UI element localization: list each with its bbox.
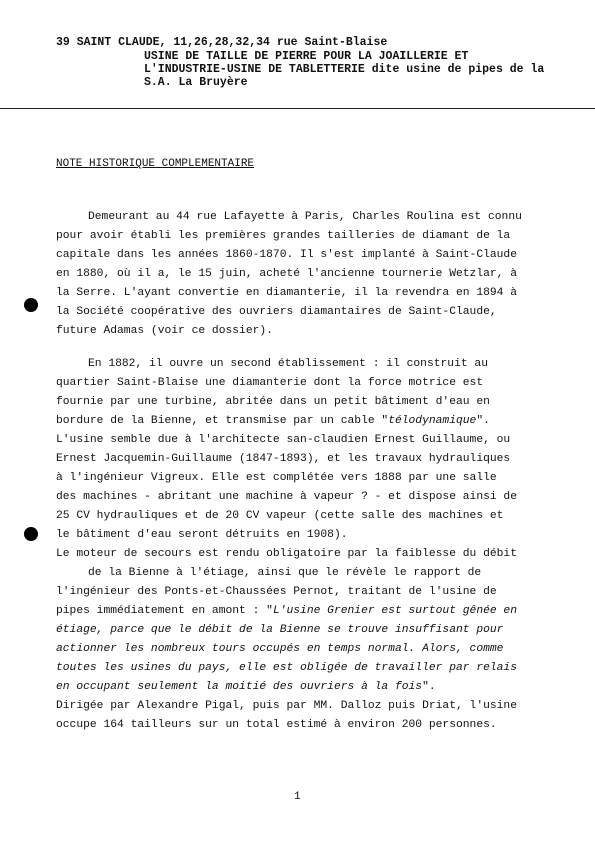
text-line: capitale dans les années 1860-1870. Il s'est implanté à Saint-Claude <box>56 249 517 261</box>
paragraph-3 <box>56 545 556 697</box>
header-title-line: S.A. La Bruyère <box>144 76 248 89</box>
text-line: Ernest Jacquemin-Guillaume (1847-1893), et les travaux hydrauliques <box>56 453 511 465</box>
text-line: Le moteur de secours est rendu obligatoire par la faiblesse du débit <box>56 548 517 560</box>
text-line: future Adamas (voir ce dossier). <box>56 325 273 337</box>
italic-quote: toutes les usines du pays, elle est obligée de travailler par relais <box>56 662 517 674</box>
italic-term: télodynamique <box>388 415 477 427</box>
italic-quote: actionner les nombreux tours occupés en temps normal. Alors, comme <box>56 643 504 655</box>
text-line: des machines - abritant une machine à vapeur ? - et dispose ainsi de <box>56 491 517 503</box>
text-line: la Serre. L'ayant convertie en diamanterie, il la revendra en 1894 à <box>56 287 517 299</box>
text-line <box>56 621 556 640</box>
text-line: pour avoir établi les premières grandes tailleries de diamant de la <box>56 230 511 242</box>
text-line: à l'ingénieur Vigreux. Elle est complétée vers 1888 par une salle <box>56 472 497 484</box>
header-title-line: USINE DE TAILLE DE PIERRE POUR LA JOAILLERIE ET <box>144 50 469 63</box>
text-line: l'ingénieur des Ponts-et-Chaussées Pernot, traitant de l'usine de <box>56 586 497 598</box>
punch-hole-mark <box>24 298 38 312</box>
text-line: pipes immédiatement en amont : " L'usine Grenier est surtout gênée en <box>56 602 556 621</box>
header-title-line: L'INDUSTRIE-USINE DE TABLETTERIE dite usine de pipes de la <box>144 63 545 76</box>
text-line: en occupant seulement la moitié des ouvriers à la fois ". <box>56 678 556 697</box>
text-line: occupe 164 tailleurs sur un total estimé à environ 200 personnes. <box>56 719 497 731</box>
paragraph-4 <box>56 697 556 735</box>
text-line: de la Bienne à l'étiage, ainsi que le révèle le rapport de <box>88 567 482 579</box>
text-line: 25 CV hydrauliques et de 20 CV vapeur (cette salle des machines et <box>56 510 504 522</box>
header-divider <box>0 108 595 109</box>
section-title: NOTE HISTORIQUE COMPLEMENTAIRE <box>56 158 255 170</box>
header-location: 39 SAINT CLAUDE, 11,26,28,32,34 rue Saint-Blaise <box>56 36 388 49</box>
header-title <box>144 50 544 89</box>
paragraph-1 <box>56 208 556 341</box>
text-line: Dirigée par Alexandre Pigal, puis par MM. Dalloz puis Driat, l'usine <box>56 700 517 712</box>
italic-quote: en occupant seulement la moitié des ouvriers à la fois <box>56 681 423 693</box>
text-line: L'usine semble due à l'architecte san-claudien Ernest Guillaume, ou <box>56 434 511 446</box>
text-line: en 1880, où il a, le 15 juin, acheté l'ancienne tournerie Wetzlar, à <box>56 268 517 280</box>
text-line: Demeurant au 44 rue Lafayette à Paris, Charles Roulina est connu <box>88 211 522 223</box>
text-line: En 1882, il ouvre un second établissement : il construit au <box>88 358 488 370</box>
text-line: quartier Saint-Blaise une diamanterie dont la force motrice est <box>56 377 484 389</box>
text-line: bordure de la Bienne, et transmise par un cable " télodynamique ". <box>56 412 556 431</box>
punch-hole-mark <box>24 527 38 541</box>
text-line <box>56 659 556 678</box>
italic-quote: étiage, parce que le débit de la Bienne se trouve insuffisant pour <box>56 624 504 636</box>
paragraph-2 <box>56 355 556 545</box>
text-line: fournie par une turbine, abritée dans un petit bâtiment d'eau en <box>56 396 490 408</box>
text-line: la Société coopérative des ouvriers diamantaires de Saint-Claude, <box>56 306 497 318</box>
italic-quote: L'usine Grenier est surtout gênée en <box>272 605 517 617</box>
text-line: le bâtiment d'eau seront détruits en 1908). <box>56 529 348 541</box>
text-line <box>56 640 556 659</box>
page-number: 1 <box>294 791 301 803</box>
